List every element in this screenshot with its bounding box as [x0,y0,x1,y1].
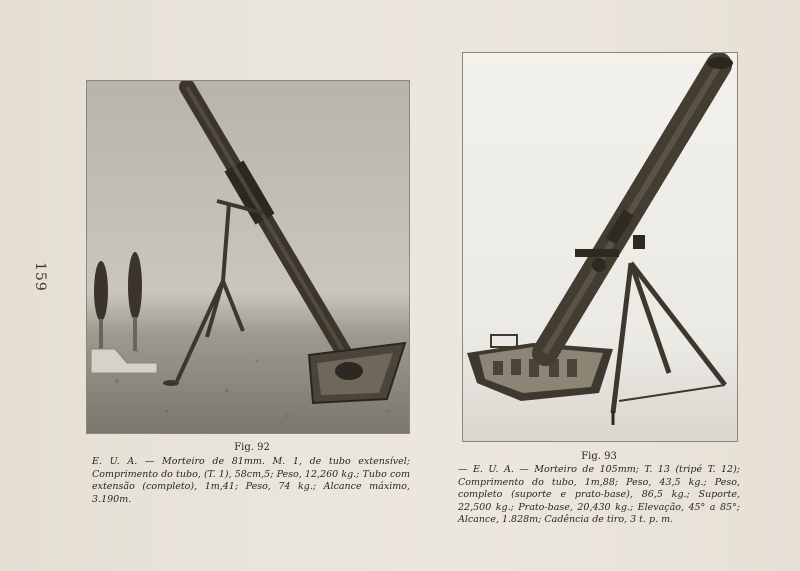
figure-caption: E. U. A. — Morteiro de 81mm. M. 1, de tubo extensível; Comprimento do tubo, (T. 1), 58cm,5; Peso, 12,260 kg.; Tubo com extensão (completo), 1m,41; Peso, 74 kg.; Alcance máximo, 3.190m. [92,456,410,505]
photo-fig-93 [462,52,738,442]
photo-fig-92 [86,80,410,434]
page-number: 159 [32,262,48,292]
figure-label: Fig. 92 [234,442,270,453]
figure-label: Fig. 93 [581,451,617,462]
figure-caption: — E. U. A. — Morteiro de 105mm; T. 13 (tripé T. 12); Comprimento do tubo, 1m,88; Peso, 43,5 kg.; Peso, completo (suporte e prato-base), 86,5 kg.; Suporte, 22,500 kg.; Prato-base, 20,430 kg.; Elevação, 45° a 85°; Alcance, 1.828m; Cadência de tiro, 3 t. p. m. [458,464,740,525]
